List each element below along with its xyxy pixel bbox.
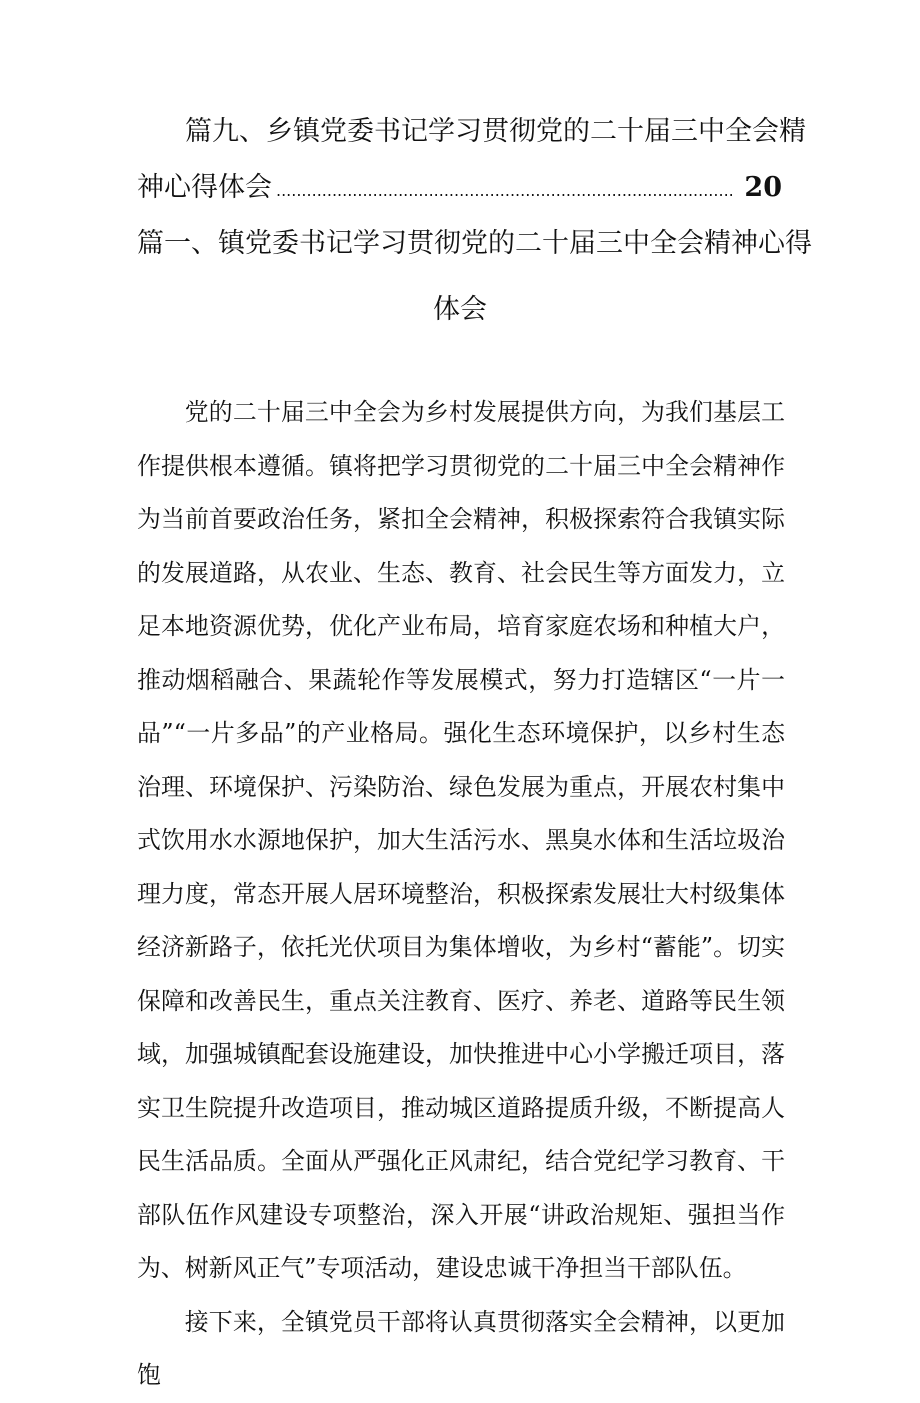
toc-leader-dots: ..........................................................................................: [276, 181, 734, 200]
body-paragraph: 党的二十届三中全会为乡村发展提供方向，为我们基层工作提供根本遵循。镇将把学习贯彻党的二十届三中全会精神作为当前首要政治任务，紧扣全会精神，积极探索符合我镇实际的发展道路，从农业、生态、教育、社会民生等方面发力，立足本地资源优势，优化产业布局，培育家庭农场和种植大户，推动烟稻融合、果蔬轮作等发展模式，努力打造辖区“一片一品”“一片多品”的产业格局。强化生态环境保护，以乡村生态治理、环境保护、污染防治、绿色发展为重点，开展农村集中式饮用水水源地保护，加大生活污水、黑臭水体和生活垃圾治理力度，常态开展人居环境整治，积极探索发展壮大村级集体经济新路子，依托光伏项目为集体增收，为乡村“蓄能”。切实保障和改善民生，重点关注教育、医疗、养老、道路等民生领域，加强城镇配套设施建设，加快推进中心小学搬迁项目，落实卫生院提升改造项目，推动城区道路提质升级，不断提高人民生活品质。全面从严强化正风肃纪，结合党纪学习教育、干部队伍作风建设专项整治，深入开展“讲政治规矩、强担当作为、树新风正气”专项活动，建设忠诚干净担当干部队伍。: [137, 398, 785, 1282]
article-title-line2: 体会: [433, 294, 487, 325]
article-body: [137, 386, 785, 1403]
toc-entry-line1: 篇九、乡镇党委书记学习贯彻党的二十届三中全会精: [185, 116, 806, 147]
toc-entry-line2-row: [137, 168, 782, 211]
toc-page-number: 20: [744, 172, 782, 203]
article-title-line1: 篇一、镇党委书记学习贯彻党的二十届三中全会精神心得: [137, 228, 812, 259]
body-paragraph: 接下来，全镇党员干部将认真贯彻落实全会精神，以更加饱: [137, 1307, 785, 1389]
toc-entry-line2: 神心得体会: [137, 172, 272, 203]
